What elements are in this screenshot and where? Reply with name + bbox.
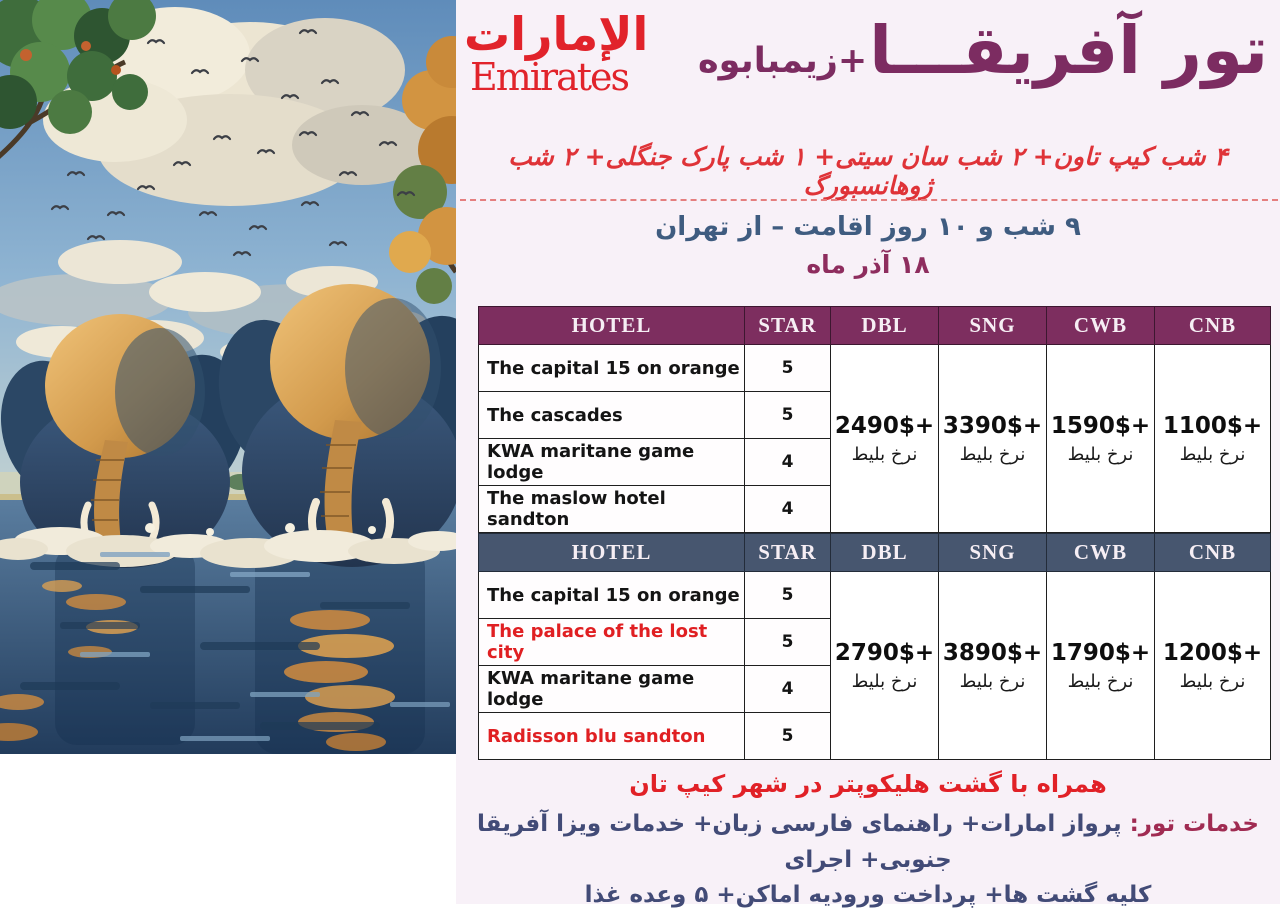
col-dbl: DBL — [831, 307, 939, 345]
table-header-row — [479, 534, 1271, 572]
price-cwb: 1790$+ نرخ بلیط — [1047, 572, 1155, 760]
hotel-star: 5 — [745, 345, 831, 392]
hotel-name: Radisson blu sandton — [479, 713, 745, 760]
itinerary-subtitle: ۴ شب کیپ تاون+ ۲ شب سان سیتی+ ۱ شب پارک جنگلی+ ۲ شب ژوهانسبورگ — [508, 142, 1228, 200]
tour-title — [698, 10, 1268, 93]
hotel-star: 4 — [745, 486, 831, 533]
footer-notes — [466, 770, 1270, 914]
helicopter-tour-note: همراه با گشت هلیکوپتر در شهر کیپ تان — [629, 770, 1107, 798]
pricing-table-1 — [478, 306, 1271, 533]
col-cwb: CWB — [1047, 307, 1155, 345]
col-dbl: DBL — [831, 534, 939, 572]
hotel-name: The capital 15 on orange — [479, 345, 745, 392]
col-star: STAR — [745, 534, 831, 572]
hotel-star: 5 — [745, 572, 831, 619]
services-label: خدمات تور: — [1129, 811, 1259, 837]
emirates-arabic-logo-icon: الإمارات — [464, 7, 649, 61]
duration-line: ۹ شب و ۱۰ روز اقامت – از تهران — [655, 212, 1081, 242]
hotel-name: KWA maritane game lodge — [479, 439, 745, 486]
hotel-star: 5 — [745, 619, 831, 666]
tour-title-main: تور آفریقـــا — [869, 12, 1268, 89]
pricing-tables — [478, 306, 1270, 760]
col-hotel: HOTEL — [479, 307, 745, 345]
col-cnb: CNB — [1155, 307, 1271, 345]
price-sng: 3890$+ نرخ بلیط — [939, 572, 1047, 760]
table-row — [479, 345, 1271, 392]
hotel-star: 4 — [745, 666, 831, 713]
hotel-star: 4 — [745, 439, 831, 486]
price-sng: 3390$+ نرخ بلیط — [939, 345, 1047, 533]
elephants-painting-icon — [0, 0, 456, 754]
table-row — [479, 572, 1271, 619]
tour-services — [466, 807, 1270, 914]
services-line1: پرواز امارات+ راهنمای فارسی زبان+ خدمات ویزا آفریقا جنوبی+ اجرای — [477, 811, 1122, 873]
start-date-line: ۱۸ آذر ماه — [806, 250, 930, 279]
hotel-name: The cascades — [479, 392, 745, 439]
price-cnb: 1100$+ نرخ بلیط — [1155, 345, 1271, 533]
hotel-star: 5 — [745, 713, 831, 760]
pricing-table-2 — [478, 533, 1271, 760]
hotel-name: The capital 15 on orange — [479, 572, 745, 619]
price-dbl: 2490$+ نرخ بلیط — [831, 345, 939, 533]
table-header-row — [479, 307, 1271, 345]
tour-title-suffix: +زیمبابوه — [697, 40, 868, 81]
col-sng: SNG — [939, 307, 1047, 345]
price-dbl: 2790$+ نرخ بلیط — [831, 572, 939, 760]
safari-elephants-artwork — [0, 0, 456, 754]
col-star: STAR — [745, 307, 831, 345]
col-cnb: CNB — [1155, 534, 1271, 572]
price-cnb: 1200$+ نرخ بلیط — [1155, 572, 1271, 760]
dashed-divider — [460, 199, 1278, 201]
col-sng: SNG — [939, 534, 1047, 572]
emirates-logo — [464, 7, 649, 99]
col-hotel: HOTEL — [479, 534, 745, 572]
hotel-name: The palace of the lost city — [479, 619, 745, 666]
emirates-wordmark: Emirates — [469, 54, 628, 99]
hotel-star: 5 — [745, 392, 831, 439]
hotel-name: The maslow hotel sandton — [479, 486, 745, 533]
hotel-name: KWA maritane game lodge — [479, 666, 745, 713]
price-cwb: 1590$+ نرخ بلیط — [1047, 345, 1155, 533]
flyer-panel — [456, 0, 1280, 909]
col-cwb: CWB — [1047, 534, 1155, 572]
services-line2: کلیه گشت ها+ پرداخت ورودیه اماکن+ ۵ وعده غذا — [584, 882, 1152, 909]
